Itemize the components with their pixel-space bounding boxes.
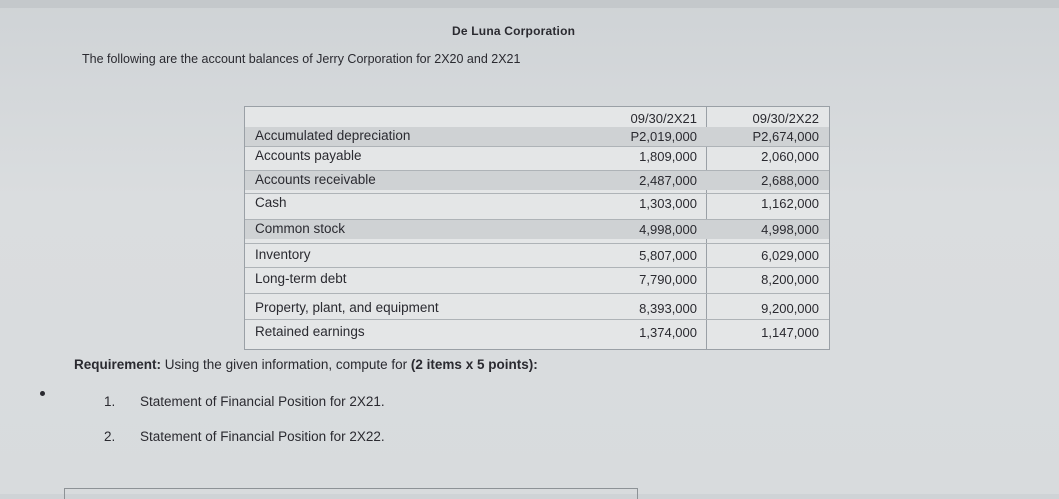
row-value-2x21: 1,303,000	[639, 196, 697, 211]
requirement-lead: Requirement:	[74, 357, 162, 372]
row-label: Inventory	[255, 247, 311, 262]
row-label: Retained earnings	[255, 324, 365, 339]
list-item-text: Statement of Financial Position for 2X21.	[140, 394, 385, 409]
table-row	[245, 194, 829, 213]
row-separator	[245, 243, 829, 244]
row-value-2x21: 1,374,000	[639, 325, 697, 340]
list-item	[104, 394, 385, 409]
row-label: Property, plant, and equipment	[255, 300, 439, 315]
row-value-2x22: 4,998,000	[761, 222, 819, 237]
header-2x22: 09/30/2X22	[752, 111, 819, 126]
row-value-2x21: 2,487,000	[639, 173, 697, 188]
row-value-2x22: 2,060,000	[761, 149, 819, 164]
row-separator	[245, 319, 829, 320]
row-label: Accounts payable	[255, 148, 362, 163]
table-row	[245, 246, 829, 265]
row-label: Accumulated depreciation	[255, 128, 411, 143]
page-top-edge	[0, 0, 1059, 8]
table-row	[245, 127, 829, 146]
row-value-2x22: 6,029,000	[761, 248, 819, 263]
row-value-2x21: P2,019,000	[630, 129, 697, 144]
table-row	[245, 171, 829, 190]
row-label: Accounts receivable	[255, 172, 376, 187]
row-separator	[245, 267, 829, 268]
table-row	[245, 299, 829, 318]
row-value-2x21: 7,790,000	[639, 272, 697, 287]
row-value-2x22: 1,162,000	[761, 196, 819, 211]
header-2x21: 09/30/2X21	[630, 111, 697, 126]
row-value-2x22: 2,688,000	[761, 173, 819, 188]
table-row	[245, 220, 829, 239]
row-value-2x22: 8,200,000	[761, 272, 819, 287]
table-row	[245, 323, 829, 342]
list-item	[104, 429, 385, 444]
row-label: Common stock	[255, 221, 346, 236]
row-value-2x22: 9,200,000	[761, 301, 819, 316]
account-balances-table	[244, 106, 830, 350]
requirement-points: (2 items x 5 points):	[410, 357, 538, 372]
row-value-2x21: 1,809,000	[639, 149, 697, 164]
intro-text: The following are the account balances of Jerry Corporation for 2X20 and 2X21	[82, 52, 521, 66]
table-row	[245, 147, 829, 166]
list-item-number: 1.	[104, 394, 116, 409]
row-value-2x21: 4,998,000	[639, 222, 697, 237]
row-separator	[245, 293, 829, 294]
document-title: De Luna Corporation	[452, 24, 576, 38]
row-label: Long-term debt	[255, 271, 347, 286]
table-row	[245, 270, 829, 289]
row-value-2x21: 8,393,000	[639, 301, 697, 316]
requirement-body: Using the given information, compute for	[164, 357, 408, 372]
list-item-number: 2.	[104, 429, 116, 444]
row-value-2x21: 5,807,000	[639, 248, 697, 263]
table-header-row	[245, 109, 829, 128]
row-value-2x22: 1,147,000	[761, 325, 819, 340]
list-item-text: Statement of Financial Position for 2X22.	[140, 429, 385, 444]
row-value-2x22: P2,674,000	[752, 129, 819, 144]
bullet-dot	[40, 391, 45, 396]
row-label: Cash	[255, 195, 287, 210]
requirement-text	[74, 357, 538, 372]
